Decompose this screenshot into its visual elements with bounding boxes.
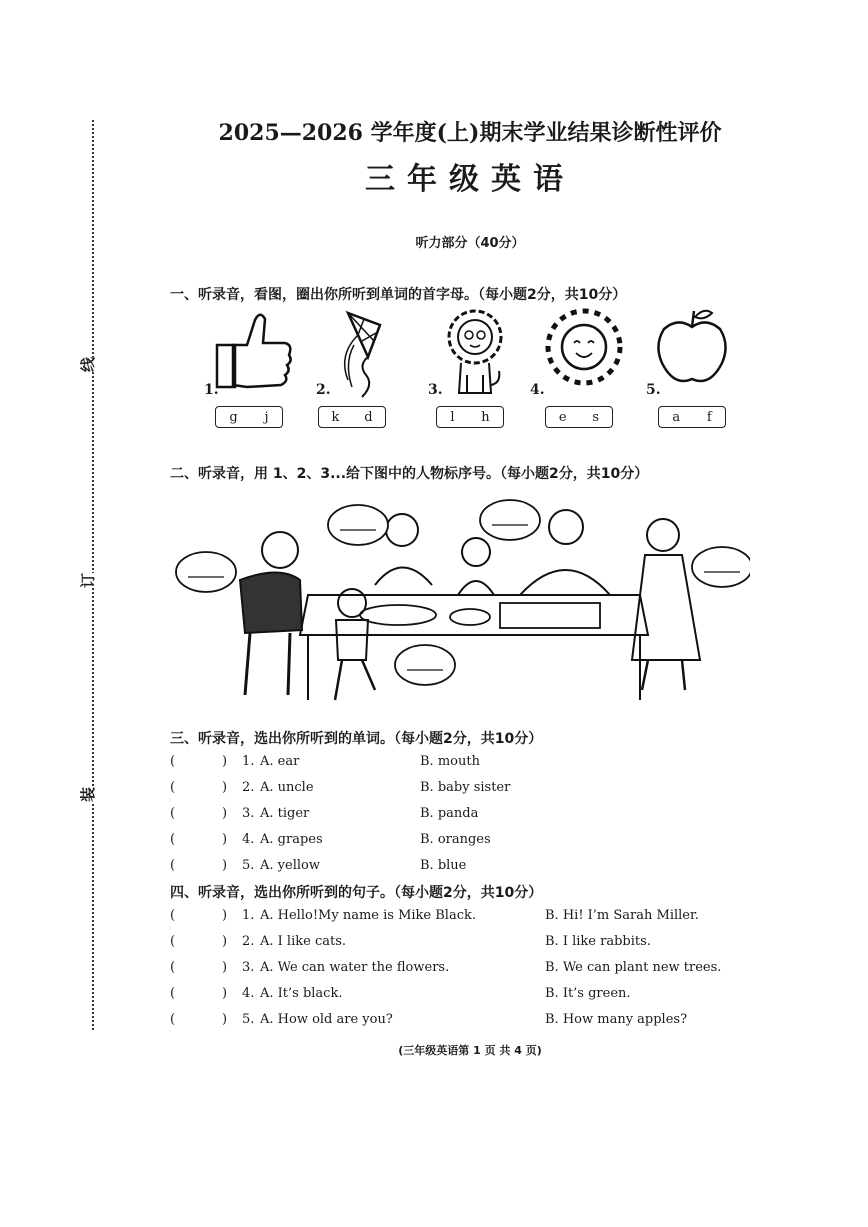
- option-b[interactable]: B. I like rabbits.: [545, 934, 651, 949]
- option-a[interactable]: A. How old are you?: [260, 1012, 393, 1027]
- kite-icon: [318, 305, 408, 400]
- option-a[interactable]: A. It’s black.: [260, 986, 343, 1001]
- section2-heading: 二、听录音，用 1、2、3...给下图中的人物标序号。（每小题2分，共10分）: [170, 466, 649, 482]
- option-a[interactable]: A. ear: [260, 754, 300, 769]
- option-b[interactable]: B. We can plant new trees.: [545, 960, 722, 975]
- letter-option-a[interactable]: a: [672, 409, 681, 425]
- option-b[interactable]: B. Hi! I’m Sarah Miller.: [545, 908, 699, 923]
- question-number: 4.: [242, 832, 255, 847]
- letter-option-box[interactable]: [545, 406, 613, 428]
- question-number: 5.: [242, 1012, 255, 1027]
- item-number: 5.: [646, 382, 661, 398]
- question-number: 2.: [242, 780, 255, 795]
- answer-paren-close[interactable]: ): [222, 832, 228, 847]
- item-number: 2.: [316, 382, 331, 398]
- letter-option-b[interactable]: f: [706, 409, 712, 425]
- letter-option-box[interactable]: [658, 406, 726, 428]
- letter-option-b[interactable]: d: [364, 409, 373, 425]
- question-number: 3.: [242, 960, 255, 975]
- letter-option-a[interactable]: l: [450, 409, 455, 425]
- option-b[interactable]: B. It’s green.: [545, 986, 631, 1001]
- answer-paren-close[interactable]: ): [222, 1012, 228, 1027]
- answer-paren-close[interactable]: ): [222, 960, 228, 975]
- letter-option-b[interactable]: j: [264, 409, 269, 425]
- letter-option-box[interactable]: [436, 406, 504, 428]
- letter-option-a[interactable]: k: [331, 409, 340, 425]
- answer-paren-open[interactable]: (: [170, 806, 176, 821]
- answer-paren-open[interactable]: (: [170, 832, 176, 847]
- option-a[interactable]: A. We can water the flowers.: [260, 960, 450, 975]
- section1-heading: 一、听录音，看图，圈出你所听到单词的首字母。（每小题2分，共10分）: [170, 287, 627, 303]
- answer-paren-open[interactable]: (: [170, 986, 176, 1001]
- letter-option-box[interactable]: [215, 406, 283, 428]
- option-b[interactable]: B. blue: [420, 858, 467, 873]
- exam-title: 2025—2026 学年度(上)期末学业结果诊断性评价: [218, 120, 722, 146]
- binding-char-top: 线: [75, 357, 100, 372]
- answer-paren-open[interactable]: (: [170, 1012, 176, 1027]
- letter-option-box[interactable]: [318, 406, 386, 428]
- question-number: 5.: [242, 858, 255, 873]
- answer-paren-close[interactable]: ): [222, 908, 228, 923]
- answer-paren-close[interactable]: ): [222, 806, 228, 821]
- letter-option-b[interactable]: s: [592, 409, 600, 425]
- option-b[interactable]: B. mouth: [420, 754, 480, 769]
- option-a[interactable]: A. I like cats.: [260, 934, 346, 949]
- letter-option-b[interactable]: h: [481, 409, 490, 425]
- question-number: 4.: [242, 986, 255, 1001]
- answer-paren-close[interactable]: ): [222, 934, 228, 949]
- option-a[interactable]: A. tiger: [260, 806, 310, 821]
- question-number: 2.: [242, 934, 255, 949]
- answer-paren-open[interactable]: (: [170, 934, 176, 949]
- binding-char-mid: 订: [75, 573, 100, 588]
- family-scene-illustration: [170, 495, 750, 710]
- letter-option-a[interactable]: e: [558, 409, 567, 425]
- answer-paren-close[interactable]: ): [222, 986, 228, 1001]
- option-a[interactable]: A. grapes: [260, 832, 323, 847]
- question-number: 1.: [242, 908, 255, 923]
- option-b[interactable]: B. How many apples?: [545, 1012, 688, 1027]
- lion-icon: [435, 305, 525, 400]
- page-footer: (三年级英语第 1 页 共 4 页): [398, 1044, 542, 1057]
- answer-paren-open[interactable]: (: [170, 754, 176, 769]
- option-a[interactable]: A. uncle: [260, 780, 314, 795]
- option-a[interactable]: A. yellow: [260, 858, 320, 873]
- section4-heading: 四、听录音，选出你所听到的句子。（每小题2分，共10分）: [170, 885, 543, 901]
- item-number: 4.: [530, 382, 545, 398]
- question-number: 1.: [242, 754, 255, 769]
- option-b[interactable]: B. panda: [420, 806, 479, 821]
- answer-paren-close[interactable]: ): [222, 754, 228, 769]
- answer-paren-open[interactable]: (: [170, 908, 176, 923]
- apple-icon: [652, 305, 742, 400]
- answer-paren-open[interactable]: (: [170, 858, 176, 873]
- answer-paren-open[interactable]: (: [170, 960, 176, 975]
- answer-paren-close[interactable]: ): [222, 858, 228, 873]
- option-a[interactable]: A. Hello!My name is Mike Black.: [260, 908, 476, 923]
- answer-paren-open[interactable]: (: [170, 780, 176, 795]
- item-number: 3.: [428, 382, 443, 398]
- option-b[interactable]: B. baby sister: [420, 780, 511, 795]
- sun-icon: [542, 305, 632, 400]
- subject-title: 三年级英语: [365, 162, 575, 197]
- section3-heading: 三、听录音，选出你所听到的单词。（每小题2分，共10分）: [170, 731, 543, 747]
- option-b[interactable]: B. oranges: [420, 832, 491, 847]
- listening-part-label: 听力部分（40分）: [415, 236, 525, 251]
- answer-paren-close[interactable]: ): [222, 780, 228, 795]
- binding-char-bottom: 装: [75, 787, 100, 802]
- item-number: 1.: [204, 382, 219, 398]
- question-number: 3.: [242, 806, 255, 821]
- letter-option-a[interactable]: g: [229, 409, 238, 425]
